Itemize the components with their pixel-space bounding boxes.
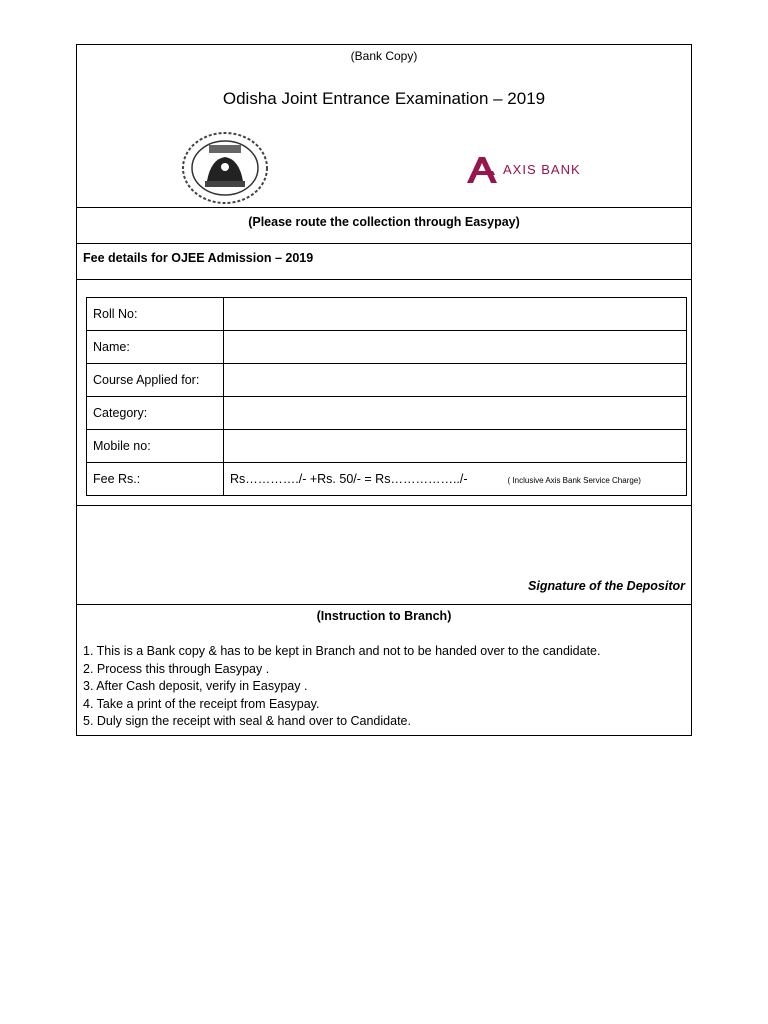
roll-no-label: Roll No: (87, 298, 224, 331)
divider (77, 243, 691, 244)
instructions-title: (Instruction to Branch) (316, 609, 452, 623)
table-row (87, 364, 687, 397)
odisha-emblem-logo (181, 131, 269, 205)
name-label: Name: (87, 331, 224, 364)
list-item: 5. Duly sign the receipt with seal & hand over to Candidate. (83, 714, 411, 728)
signature-label: Signature of the Depositor (528, 579, 685, 593)
axis-bank-logo (465, 153, 605, 185)
table-row (87, 331, 687, 364)
route-note: (Please route the collection through Easypay) (248, 215, 520, 229)
form-title: Odisha Joint Entrance Examination – 2019 (222, 89, 546, 108)
divider (77, 604, 691, 605)
mobile-field[interactable] (224, 430, 687, 463)
roll-no-field[interactable] (224, 298, 687, 331)
list-item: 2. Process this through Easypay . (83, 661, 270, 676)
instructions-list (83, 643, 600, 731)
fee-note: ( Inclusive Axis Bank Service Charge) (507, 476, 641, 485)
fee-details-table (86, 297, 687, 496)
name-field[interactable] (224, 331, 687, 364)
fee-formula: Rs…………./- +Rs. 50/- = Rs……………../- (230, 472, 468, 486)
divider (77, 505, 691, 506)
fee-heading: Fee details for OJEE Admission – 2019 (83, 251, 314, 265)
divider (77, 279, 691, 280)
mobile-label: Mobile no: (87, 430, 224, 463)
table-row (87, 397, 687, 430)
divider (77, 207, 691, 208)
bank-copy-form (76, 44, 692, 736)
list-item: 1. This is a Bank copy & has to be kept in Branch and not to be handed over to the candidate. (83, 644, 601, 658)
list-item: 3. After Cash deposit, verify in Easypay . (83, 679, 308, 693)
fee-label: Fee Rs.: (87, 463, 224, 496)
category-label: Category: (87, 397, 224, 430)
table-row (87, 463, 687, 496)
list-item: 4. Take a print of the receipt from Easypay. (83, 696, 320, 711)
category-field[interactable] (224, 397, 687, 430)
copy-label: (Bank Copy) (350, 49, 418, 63)
course-label: Course Applied for: (87, 364, 224, 397)
fee-field[interactable] (224, 463, 687, 496)
bank-name: AXIS BANK (503, 162, 581, 177)
table-row (87, 298, 687, 331)
course-field[interactable] (224, 364, 687, 397)
table-row (87, 430, 687, 463)
